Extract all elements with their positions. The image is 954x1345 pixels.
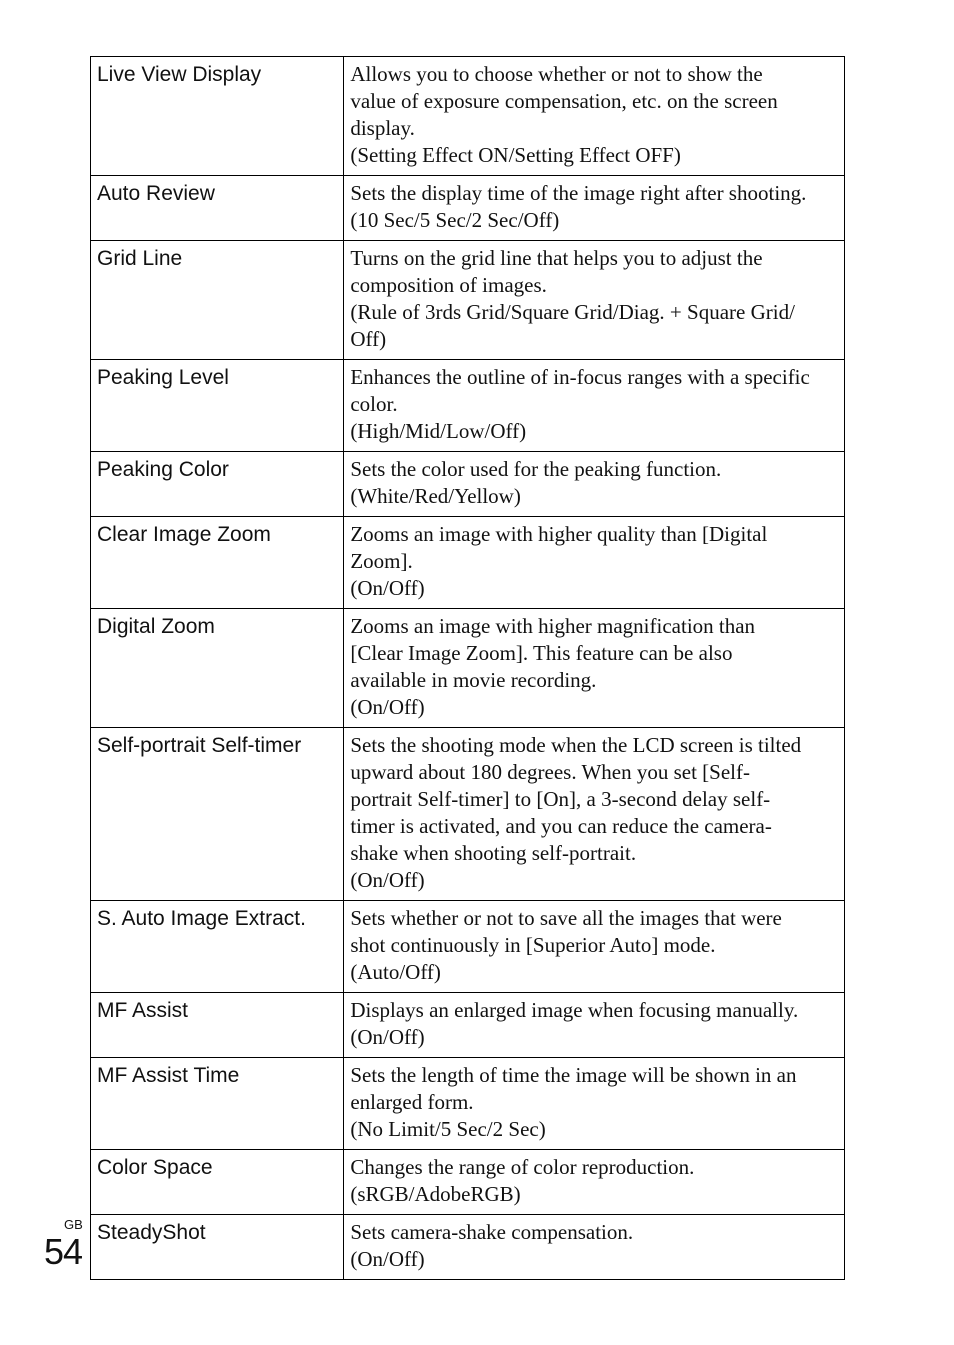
description-options: (sRGB/AdobeRGB) <box>350 1182 521 1206</box>
description-line: upward about 180 degrees. When you set [Self- <box>350 760 750 784</box>
setting-name: Grid Line <box>91 241 344 360</box>
setting-name: MF Assist Time <box>91 1058 344 1150</box>
description-line: Turns on the grid line that helps you to adjust the <box>350 246 763 270</box>
table-row <box>91 728 845 901</box>
table-row <box>91 57 845 176</box>
description-options: Off) <box>350 327 387 351</box>
description-options: (10 Sec/5 Sec/2 Sec/Off) <box>350 208 560 232</box>
settings-table <box>90 56 845 1280</box>
setting-description <box>344 241 845 360</box>
setting-description <box>344 609 845 728</box>
table-row <box>91 993 845 1058</box>
table-row <box>91 176 845 241</box>
description-options: (On/Off) <box>350 576 425 600</box>
table-row <box>91 241 845 360</box>
description-line: Changes the range of color reproduction. <box>350 1155 695 1179</box>
description-line: composition of images. <box>350 273 547 297</box>
setting-name: Auto Review <box>91 176 344 241</box>
description-line: Enhances the outline of in-focus ranges with a specific <box>350 365 810 389</box>
description-line: display. <box>350 116 415 140</box>
setting-name: Peaking Color <box>91 452 344 517</box>
description-line: [Clear Image Zoom]. This feature can be also <box>350 641 733 665</box>
description-line: color. <box>350 392 398 416</box>
table-row <box>91 1058 845 1150</box>
setting-name: SteadyShot <box>91 1215 344 1280</box>
description-options: (Rule of 3rds Grid/Square Grid/Diag. + Square Grid/ <box>350 300 795 324</box>
description-options: (Setting Effect ON/Setting Effect OFF) <box>350 143 681 167</box>
setting-description <box>344 57 845 176</box>
description-options: (On/Off) <box>350 695 425 719</box>
description-line: Sets the display time of the image right after shooting. <box>350 181 807 205</box>
setting-description <box>344 1150 845 1215</box>
table-row <box>91 901 845 993</box>
description-options: (No Limit/5 Sec/2 Sec) <box>350 1117 546 1141</box>
table-row <box>91 452 845 517</box>
setting-description <box>344 517 845 609</box>
setting-description <box>344 1058 845 1150</box>
setting-description <box>344 1215 845 1280</box>
setting-name: Digital Zoom <box>91 609 344 728</box>
setting-name: Self-portrait Self-timer <box>91 728 344 901</box>
description-line: timer is activated, and you can reduce the camera- <box>350 814 772 838</box>
description-options: (White/Red/Yellow) <box>350 484 521 508</box>
description-line: available in movie recording. <box>350 668 597 692</box>
description-line: Sets whether or not to save all the images that were <box>350 906 782 930</box>
setting-name: Clear Image Zoom <box>91 517 344 609</box>
setting-description <box>344 452 845 517</box>
table-row <box>91 1215 845 1280</box>
setting-description <box>344 176 845 241</box>
description-line: portrait Self-timer] to [On], a 3-second delay self- <box>350 787 771 811</box>
description-line: Zooms an image with higher quality than [Digital <box>350 522 768 546</box>
table-row <box>91 517 845 609</box>
description-line: Sets camera-shake compensation. <box>350 1220 634 1244</box>
settings-table-body <box>91 57 845 1280</box>
setting-name: Peaking Level <box>91 360 344 452</box>
table-row <box>91 1150 845 1215</box>
setting-name: S. Auto Image Extract. <box>91 901 344 993</box>
setting-name: Live View Display <box>91 57 344 176</box>
description-options: (High/Mid/Low/Off) <box>350 419 527 443</box>
description-line: Allows you to choose whether or not to show the <box>350 62 763 86</box>
description-options: (On/Off) <box>350 1025 425 1049</box>
setting-description <box>344 993 845 1058</box>
description-line: Sets the length of time the image will be shown in an <box>350 1063 797 1087</box>
description-line: Displays an enlarged image when focusing manually. <box>350 998 799 1022</box>
setting-name: Color Space <box>91 1150 344 1215</box>
description-options: (On/Off) <box>350 1247 425 1271</box>
page-number: 54 <box>44 1231 83 1272</box>
table-row <box>91 360 845 452</box>
description-line: shake when shooting self-portrait. <box>350 841 637 865</box>
setting-name: MF Assist <box>91 993 344 1058</box>
description-options: (Auto/Off) <box>350 960 441 984</box>
description-line: value of exposure compensation, etc. on the screen <box>350 89 778 113</box>
description-line: Zoom]. <box>350 549 413 573</box>
region-code: GB <box>64 1217 83 1232</box>
description-line: Sets the color used for the peaking function. <box>350 457 722 481</box>
setting-description <box>344 728 845 901</box>
description-line: Sets the shooting mode when the LCD screen is tilted <box>350 733 802 757</box>
description-line: Zooms an image with higher magnification than <box>350 614 756 638</box>
description-line: enlarged form. <box>350 1090 474 1114</box>
description-line: shot continuously in [Superior Auto] mode. <box>350 933 716 957</box>
setting-description <box>344 901 845 993</box>
setting-description <box>344 360 845 452</box>
table-row <box>91 609 845 728</box>
description-options: (On/Off) <box>350 868 425 892</box>
